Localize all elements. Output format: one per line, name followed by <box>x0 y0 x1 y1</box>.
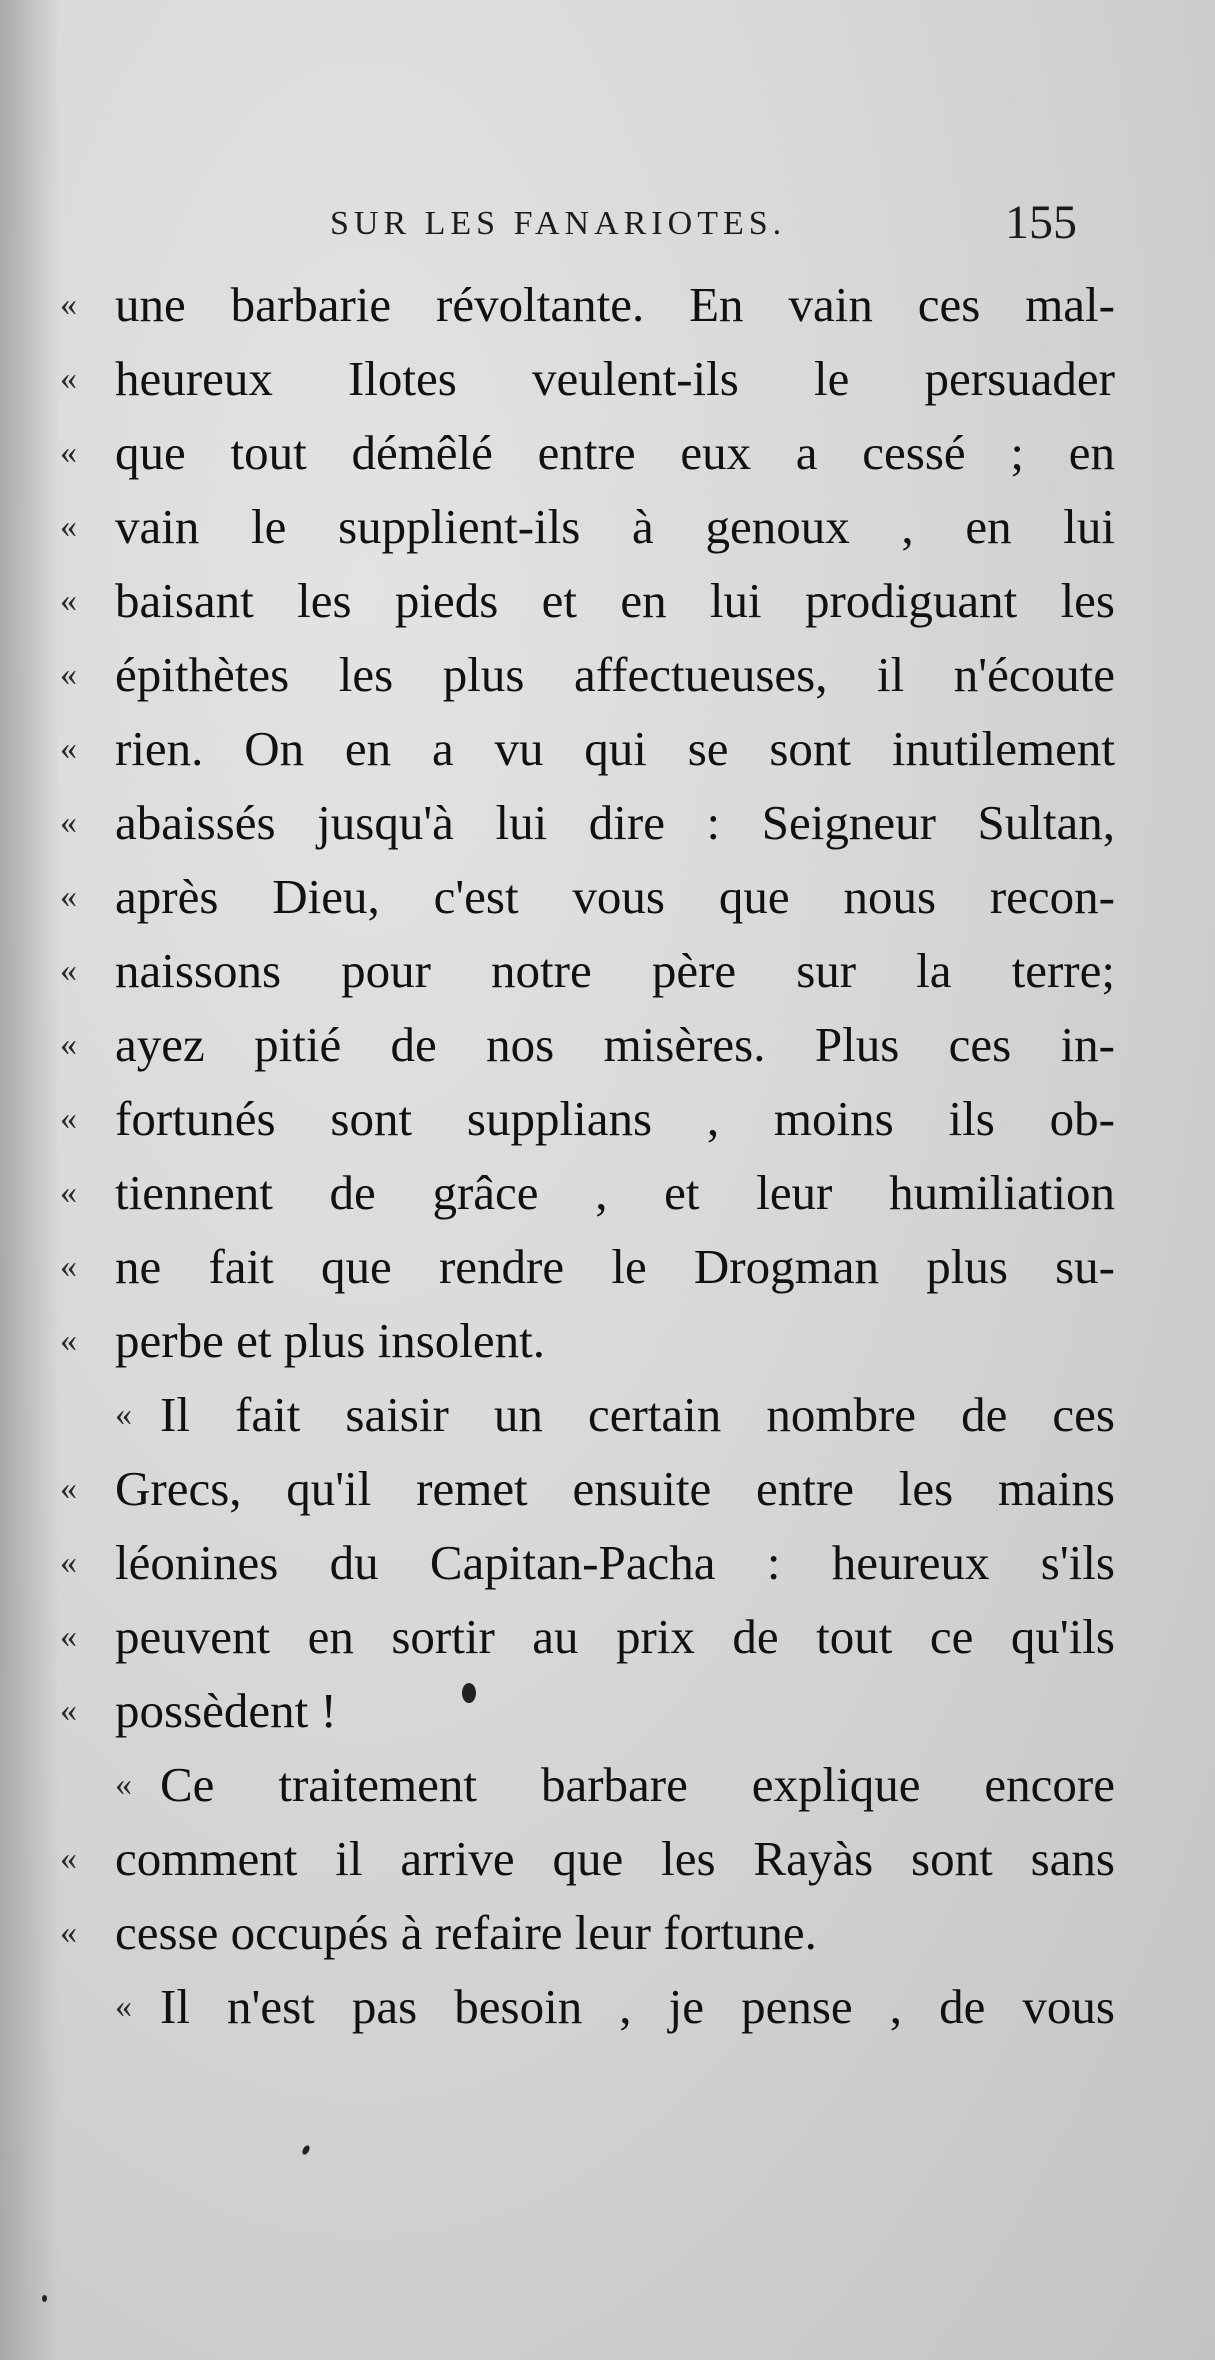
text-line <box>60 1526 1120 1600</box>
quote-mark: « <box>60 952 77 989</box>
gutter-shadow <box>0 0 60 2360</box>
quote-mark: « <box>60 1544 77 1581</box>
line-text: tiennent de grâce , et leur humiliation <box>115 1165 1115 1220</box>
line-text: Il fait saisir un certain nombre de ces <box>160 1387 1115 1442</box>
quote-mark: « <box>60 656 77 693</box>
quote-mark: « <box>60 1840 77 1877</box>
line-text: perbe et plus insolent. <box>115 1313 546 1368</box>
quote-mark: « <box>60 804 77 841</box>
text-line <box>60 268 1120 342</box>
text-line <box>60 1822 1120 1896</box>
text-line <box>60 1896 1120 1970</box>
quote-mark: « <box>60 1618 77 1655</box>
text-line <box>60 1674 1120 1748</box>
quote-mark: « <box>60 1174 77 1211</box>
quote-mark: « <box>60 1692 77 1729</box>
line-text: ne fait que rendre le Drogman plus su- <box>115 1239 1115 1294</box>
text-line <box>60 860 1120 934</box>
paragraph-start-line <box>60 1970 1120 2044</box>
quote-mark: « <box>60 434 77 471</box>
line-text: épithètes les plus affectueuses, il n'écoute <box>115 647 1115 702</box>
line-text: abaissés jusqu'à lui dire : Seigneur Sultan, <box>115 795 1115 850</box>
text-line <box>60 1008 1120 1082</box>
quote-mark: « <box>60 1914 77 1951</box>
text-line <box>60 1156 1120 1230</box>
line-text: après Dieu, c'est vous que nous recon- <box>115 869 1115 924</box>
text-line <box>60 638 1120 712</box>
text-line <box>60 1600 1120 1674</box>
quote-mark: « <box>60 1470 77 1507</box>
line-text: naissons pour notre père sur la terre; <box>115 943 1115 998</box>
line-text: heureux Ilotes veulent-ils le persuader <box>115 351 1115 406</box>
body-text <box>60 268 1120 2044</box>
line-text: Grecs, qu'il remet ensuite entre les mains <box>115 1461 1115 1516</box>
line-text: ayez pitié de nos misères. Plus ces in- <box>115 1017 1115 1072</box>
running-title: SUR LES FANARIOTES. <box>330 205 787 242</box>
paragraph-start-line <box>60 1378 1120 1452</box>
line-text: rien. On en a vu qui se sont inutilement <box>115 721 1115 776</box>
ink-blot <box>462 1683 476 1703</box>
paragraph-start-line <box>60 1748 1120 1822</box>
line-text: que tout démêlé entre eux a cessé ; en <box>115 425 1115 480</box>
text-line <box>60 1230 1120 1304</box>
quote-mark: « <box>60 730 77 767</box>
text-line <box>60 342 1120 416</box>
ink-speck <box>301 2144 311 2156</box>
quote-mark: « <box>60 508 77 545</box>
line-text: Il n'est pas besoin , je pense , de vous <box>160 1979 1115 2034</box>
quote-mark: « <box>60 360 77 397</box>
quote-mark: « <box>60 1322 77 1359</box>
line-text: fortunés sont supplians , moins ils ob- <box>115 1091 1115 1146</box>
quote-mark: « <box>60 582 77 619</box>
ink-speck <box>42 2295 47 2302</box>
quote-mark: « <box>60 1100 77 1137</box>
text-line <box>60 934 1120 1008</box>
quote-mark: « <box>60 1026 77 1063</box>
quote-mark: « <box>60 1248 77 1285</box>
line-text: baisant les pieds et en lui prodiguant les <box>115 573 1115 628</box>
page-number: 155 <box>1005 196 1077 249</box>
line-text: peuvent en sortir au prix de tout ce qu'ils <box>115 1609 1115 1664</box>
text-line <box>60 1082 1120 1156</box>
line-text: léonines du Capitan-Pacha : heureux s'ils <box>115 1535 1115 1590</box>
line-text: Ce traitement barbare explique encore <box>160 1757 1115 1812</box>
quote-mark: « <box>60 286 77 323</box>
quote-mark: « <box>115 1396 132 1433</box>
page-header <box>0 195 1215 255</box>
line-text: possèdent ! <box>115 1683 337 1738</box>
quote-mark: « <box>115 1766 132 1803</box>
line-text: comment il arrive que les Rayàs sont sans <box>115 1831 1115 1886</box>
line-text: une barbarie révoltante. En vain ces mal- <box>115 277 1115 332</box>
quote-mark: « <box>60 878 77 915</box>
text-line <box>60 1304 1120 1378</box>
text-line <box>60 564 1120 638</box>
quote-mark: « <box>115 1988 132 2025</box>
line-text: cesse occupés à refaire leur fortune. <box>115 1905 817 1960</box>
text-line <box>60 712 1120 786</box>
text-line <box>60 490 1120 564</box>
line-text: vain le supplient-ils à genoux , en lui <box>115 499 1115 554</box>
text-line <box>60 786 1120 860</box>
text-line <box>60 1452 1120 1526</box>
text-line <box>60 416 1120 490</box>
